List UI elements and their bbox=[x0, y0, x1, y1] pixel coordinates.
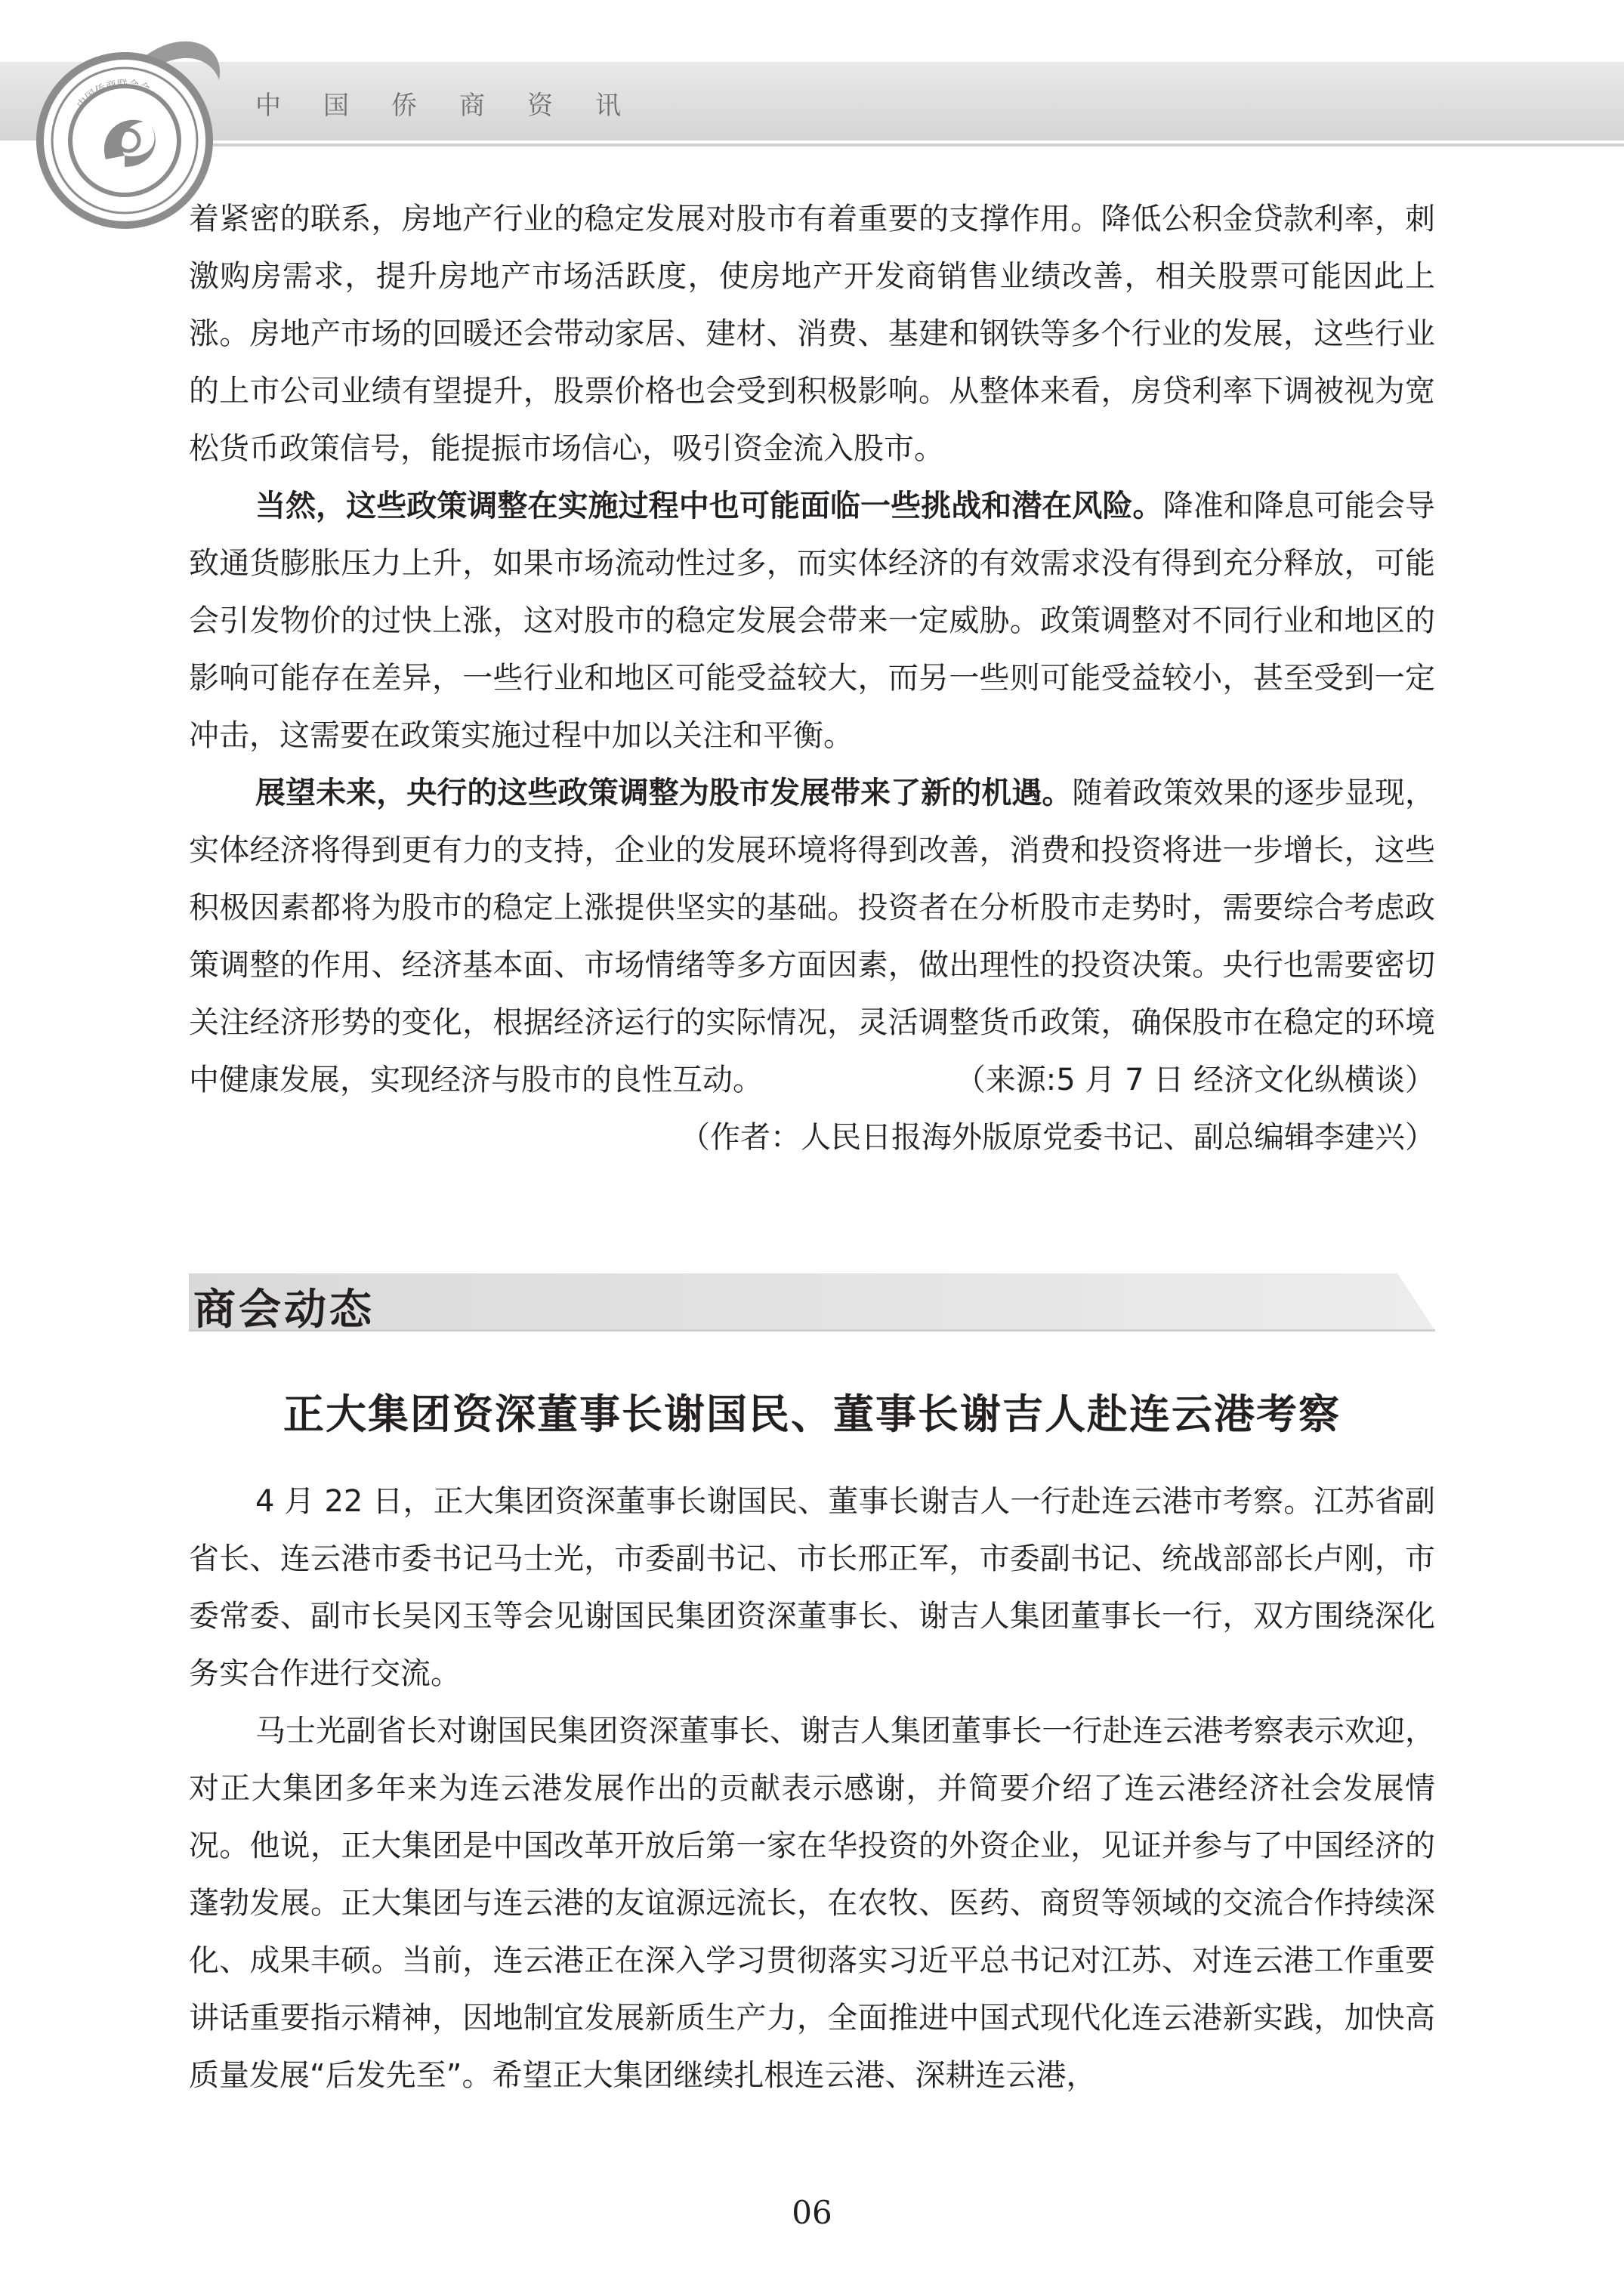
paragraph-continuation: 着紧密的联系，房地产行业的稳定发展对股市有着重要的支撑作用。降低公积金贷款利率，刺激购房需求，提升房地产市场活跃度，使房地产开发商销售业绩改善，相关股票可能因此上涨。房地产市场的回暖还会带动家居、建材、消费、基建和钢铁等多个行业的发展，这些行业的上市公司业绩有望提升，股票价格也会受到积极影响。从整体来看，房贷利率下调被视为宽松货币政策信号，能提振市场信心，吸引资金流入股市。 bbox=[189, 202, 1435, 466]
header-divider bbox=[189, 144, 1624, 147]
header-band bbox=[0, 62, 1624, 140]
article-paragraph: 马士光副省长对谢国民集团资深董事长、谢吉人集团董事长一行赴连云港考察表示欢迎，对正大集团多年来为连云港发展作出的贡献表示感谢，并简要介绍了连云港经济社会发展情况。他说，正大集团是中国改革开放后第一家在华投资的外资企业，见证并参与了中国经济的蓬勃发展。正大集团与连云港的友谊源远流长，在农牧、医药、商贸等领域的交流合作持续深化、成果丰硕。当前，连云港正在深入学习贯彻落实习近平总书记对江苏、对连云港工作重要讲话重要指示精神，因地制宜发展新质生产力，全面推进中国式现代化连云港新实践，加快高质量发展“后发先至”。希望正大集团继续扎根连云港、深耕连云港， bbox=[189, 1714, 1435, 2093]
page-number: 06 bbox=[792, 2194, 832, 2231]
svg-text:中国侨商联合会: 中国侨商联合会 bbox=[75, 78, 152, 112]
section-divider bbox=[189, 1329, 1435, 1332]
author-note: （作者：人民日报海外版原党委书记、副总编辑李建兴） bbox=[680, 1120, 1435, 1155]
header-title: 中国侨商资讯 bbox=[255, 91, 663, 121]
article-title: 正大集团资深董事长谢国民、董事长谢吉人赴连云港考察 bbox=[283, 1390, 1341, 1438]
source-note: （来源:5 月 7 日 经济文化纵横谈） bbox=[955, 1063, 1435, 1097]
section-title: 商会动态 bbox=[193, 1285, 375, 1335]
paragraph-lead: 当然，这些政策调整在实施过程中也可能面临一些挑战和潜在风险。 bbox=[255, 489, 1163, 523]
paragraph-lead: 展望未来，央行的这些政策调整为股市发展带来了新的机遇。 bbox=[255, 776, 1073, 810]
paragraph-body: 随着政策效果的逐步显现，实体经济将得到更有力的支持，企业的发展环境将得到改善，消费和投资将进一步增长，这些积极因素都将为股市的稳定上涨提供坚实的基础。投资者在分析股市走势时，需要综合考虑政策调整的作用、经济基本面、市场情绪等多方面因素，做出理性的投资决策。央行也需要密切关注经济形势的变化，根据经济运行的实际情况，灵活调整货币政策，确保股市在稳定的环境中健康发展，实现经济与股市的良性互动。 bbox=[189, 776, 1436, 1097]
section-bar bbox=[189, 1273, 1435, 1331]
paragraph-challenges bbox=[189, 477, 1435, 764]
paragraph-body: 降准和降息可能会导致通货膨胀压力上升，如果市场流动性过多，而实体经济的有效需求没有得到充分释放，可能会引发物价的过快上涨，这对股市的稳定发展会带来一定威胁。政策调整对不同行业和地区的影响可能存在差异，一些行业和地区可能受益较大，而另一些则可能受益较小，甚至受到一定冲击，这需要在政策实施过程中加以关注和平衡。 bbox=[189, 489, 1435, 753]
article-paragraph: 4 月 22 日，正大集团资深董事长谢国民、董事长谢吉人一行赴连云港市考察。江苏省副省长、连云港市委书记马士光，市委副书记、市长邢正军，市委副书记、统战部部长卢刚，市委常委、副市长吴冈玉等会见谢国民集团资深董事长、谢吉人集团董事长一行，双方围绕深化务实合作进行交流。 bbox=[189, 1484, 1435, 1691]
